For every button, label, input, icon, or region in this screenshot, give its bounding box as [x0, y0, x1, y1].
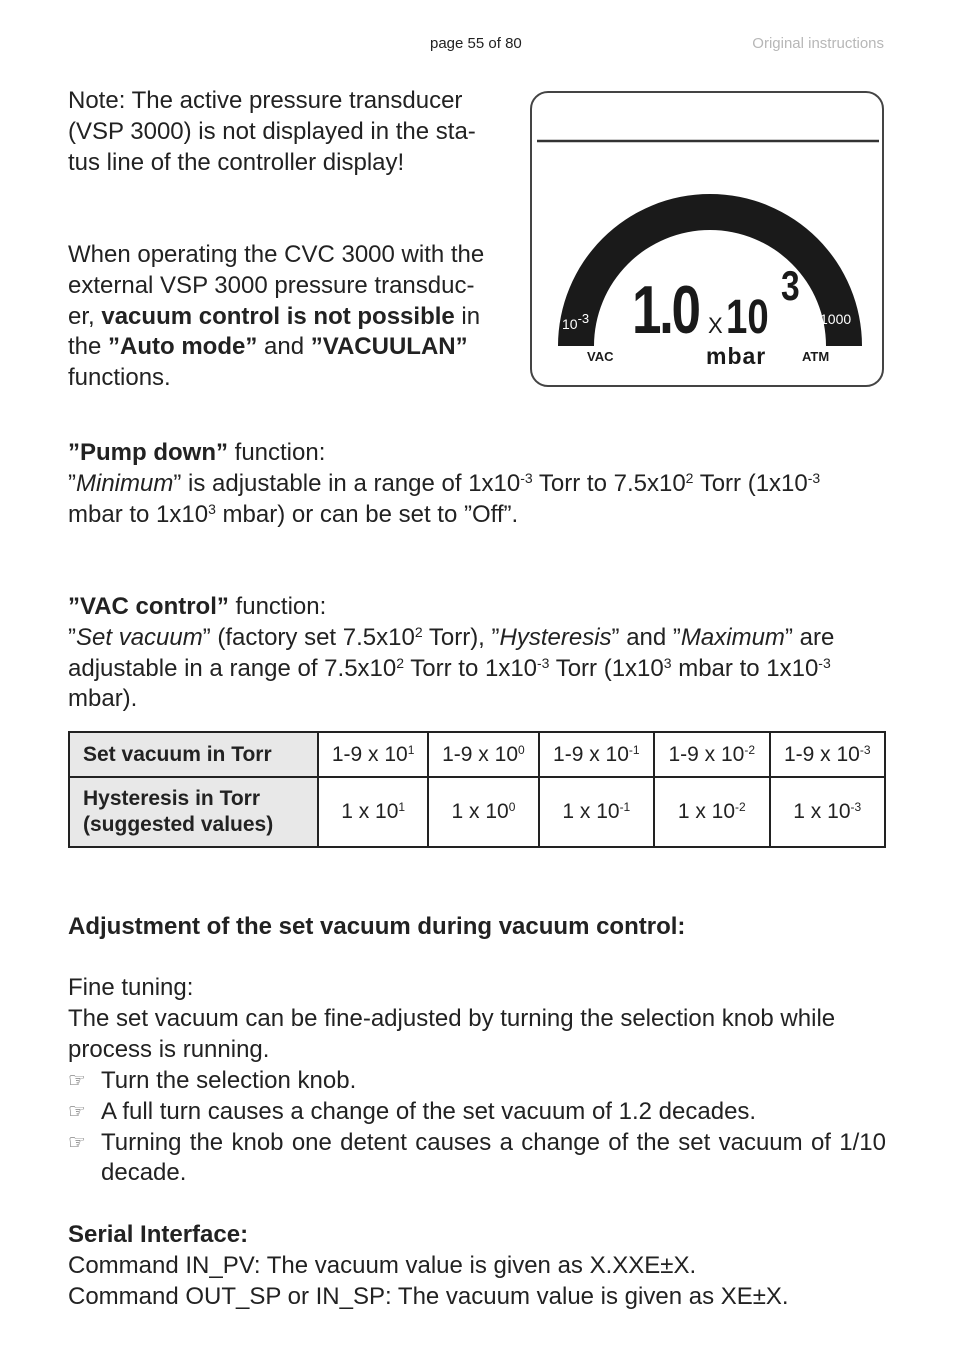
- fine-tuning-line: process is running.: [68, 1035, 270, 1063]
- list-item: ☞ Turn the selection knob.: [68, 1066, 886, 1097]
- table-row: [69, 732, 885, 777]
- cvc-line: external VSP 3000 pressure transduc-: [68, 271, 475, 299]
- fine-tuning-line: The set vacuum can be fine-adjusted by turning the selection knob while: [68, 1004, 836, 1032]
- pointing-hand-icon: ☞: [68, 1070, 86, 1092]
- fine-tuning-paragraph: [68, 973, 886, 1065]
- atm-label: ATM: [802, 349, 830, 364]
- pump-down-paragraph: [68, 438, 886, 530]
- tick-label-0-1: 10-1: [630, 189, 658, 210]
- reading-multiply: X: [708, 313, 723, 338]
- vac-control-line: adjustable in a range of $7.5x10^2$ Torr to $1x10^{-3}$ Torr ($1x10^3$ mbar to $1x10^{-3}$: [68, 654, 831, 682]
- table-cell: 1 x $10^{-2}$: [654, 777, 769, 847]
- reading-mantissa: 1.0: [632, 271, 699, 348]
- cvc-line: When operating the CVC 3000 with the: [68, 241, 485, 268]
- cvc-line: the ”Auto mode” and ”VACUULAN”: [68, 333, 468, 361]
- pump-down-line: mbar to $1x10^3$ mbar) or can be set to ”Off”.: [68, 500, 519, 528]
- pointing-hand-icon: ☞: [68, 1100, 86, 1123]
- note-line: tus line of the controller display!: [68, 148, 405, 176]
- list-item: ☞ Turning the knob one detent causes a change of the set vacuum of 1/10 decade.: [68, 1128, 886, 1187]
- serial-command-line: Command IN_PV: The vacuum value is given as X.XXE±X.: [68, 1251, 697, 1279]
- table-row-header: Hysteresis in Torr (suggested values): [69, 777, 318, 847]
- table-cell: 1 x $10^{-1}$: [539, 777, 654, 847]
- table-cell: 1-9 x $10^0$: [428, 732, 538, 777]
- vac-control-line: mbar).: [68, 685, 138, 713]
- page-number: page 55 of 80: [430, 35, 522, 52]
- cvc-line: er, vacuum control is not possible in: [68, 302, 481, 330]
- note-paragraph: [68, 86, 498, 178]
- table-cell: 1-9 x $10^{-3}$: [770, 732, 886, 777]
- pressure-gauge-illustration: [532, 93, 886, 389]
- note-line: (VSP 3000) is not displayed in the sta-: [68, 117, 476, 145]
- vac-label: VAC: [587, 349, 614, 364]
- table-cell: 1-9 x $10^1$: [318, 732, 428, 777]
- serial-interface-heading: Serial Interface:: [68, 1221, 249, 1248]
- table-cell: 1-9 x $10^{-2}$: [654, 732, 769, 777]
- vac-control-paragraph: [68, 592, 886, 715]
- set-vacuum-table: [68, 731, 886, 848]
- list-item: ☞ A full turn causes a change of the set vacuum of 1.2 decades.: [68, 1097, 886, 1128]
- pump-down-title-line: ”Pump down” function:: [68, 439, 326, 466]
- cvc-line: functions.: [68, 364, 171, 392]
- page-header: [0, 35, 954, 55]
- table-row: [69, 777, 885, 847]
- tick-label-10: 10: [769, 193, 785, 209]
- pump-down-line: ”Minimum” is adjustable in a range of $1x10^{-3}$ Torr to $7.5x10^2$ Torr ($1x10^{-3}$: [68, 469, 821, 497]
- note-line: Note: The active pressure transducer: [68, 87, 463, 114]
- controller-display-figure: [530, 91, 884, 387]
- cvc-paragraph: [68, 240, 498, 394]
- pointing-hand-icon: ☞: [68, 1131, 86, 1154]
- adjustment-heading: Adjustment of the set vacuum during vacuum control:: [68, 913, 686, 940]
- table-cell: 1-9 x $10^{-1}$: [539, 732, 654, 777]
- reading-base: 10: [726, 291, 769, 345]
- table-cell: 1 x $10^1$: [318, 777, 428, 847]
- serial-interface-paragraph: [68, 1220, 886, 1312]
- fine-tuning-title: Fine tuning:: [68, 974, 194, 1001]
- tick-label-1000: 1000: [820, 311, 852, 327]
- instruction-list: [68, 1066, 886, 1189]
- serial-command-line: Command OUT_SP or IN_SP: The vacuum value is given as XE±X.: [68, 1282, 789, 1310]
- reading-exponent: 3: [781, 263, 800, 310]
- table-cell: 1 x $10^0$: [428, 777, 538, 847]
- vac-control-title-line: ”VAC control” function:: [68, 593, 327, 620]
- tick-label-neg3: 10-3: [562, 311, 590, 332]
- table-cell: 1 x $10^{-3}$: [770, 777, 886, 847]
- vac-control-line: ”Set vacuum” (factory set $7.5x10^2$ Torr), ”Hysteresis” and ”Maximum” are: [68, 623, 835, 651]
- unit-label: mbar: [706, 343, 767, 369]
- header-original-instructions: Original instructions: [752, 35, 884, 52]
- table-row-header: Set vacuum in Torr: [69, 732, 318, 777]
